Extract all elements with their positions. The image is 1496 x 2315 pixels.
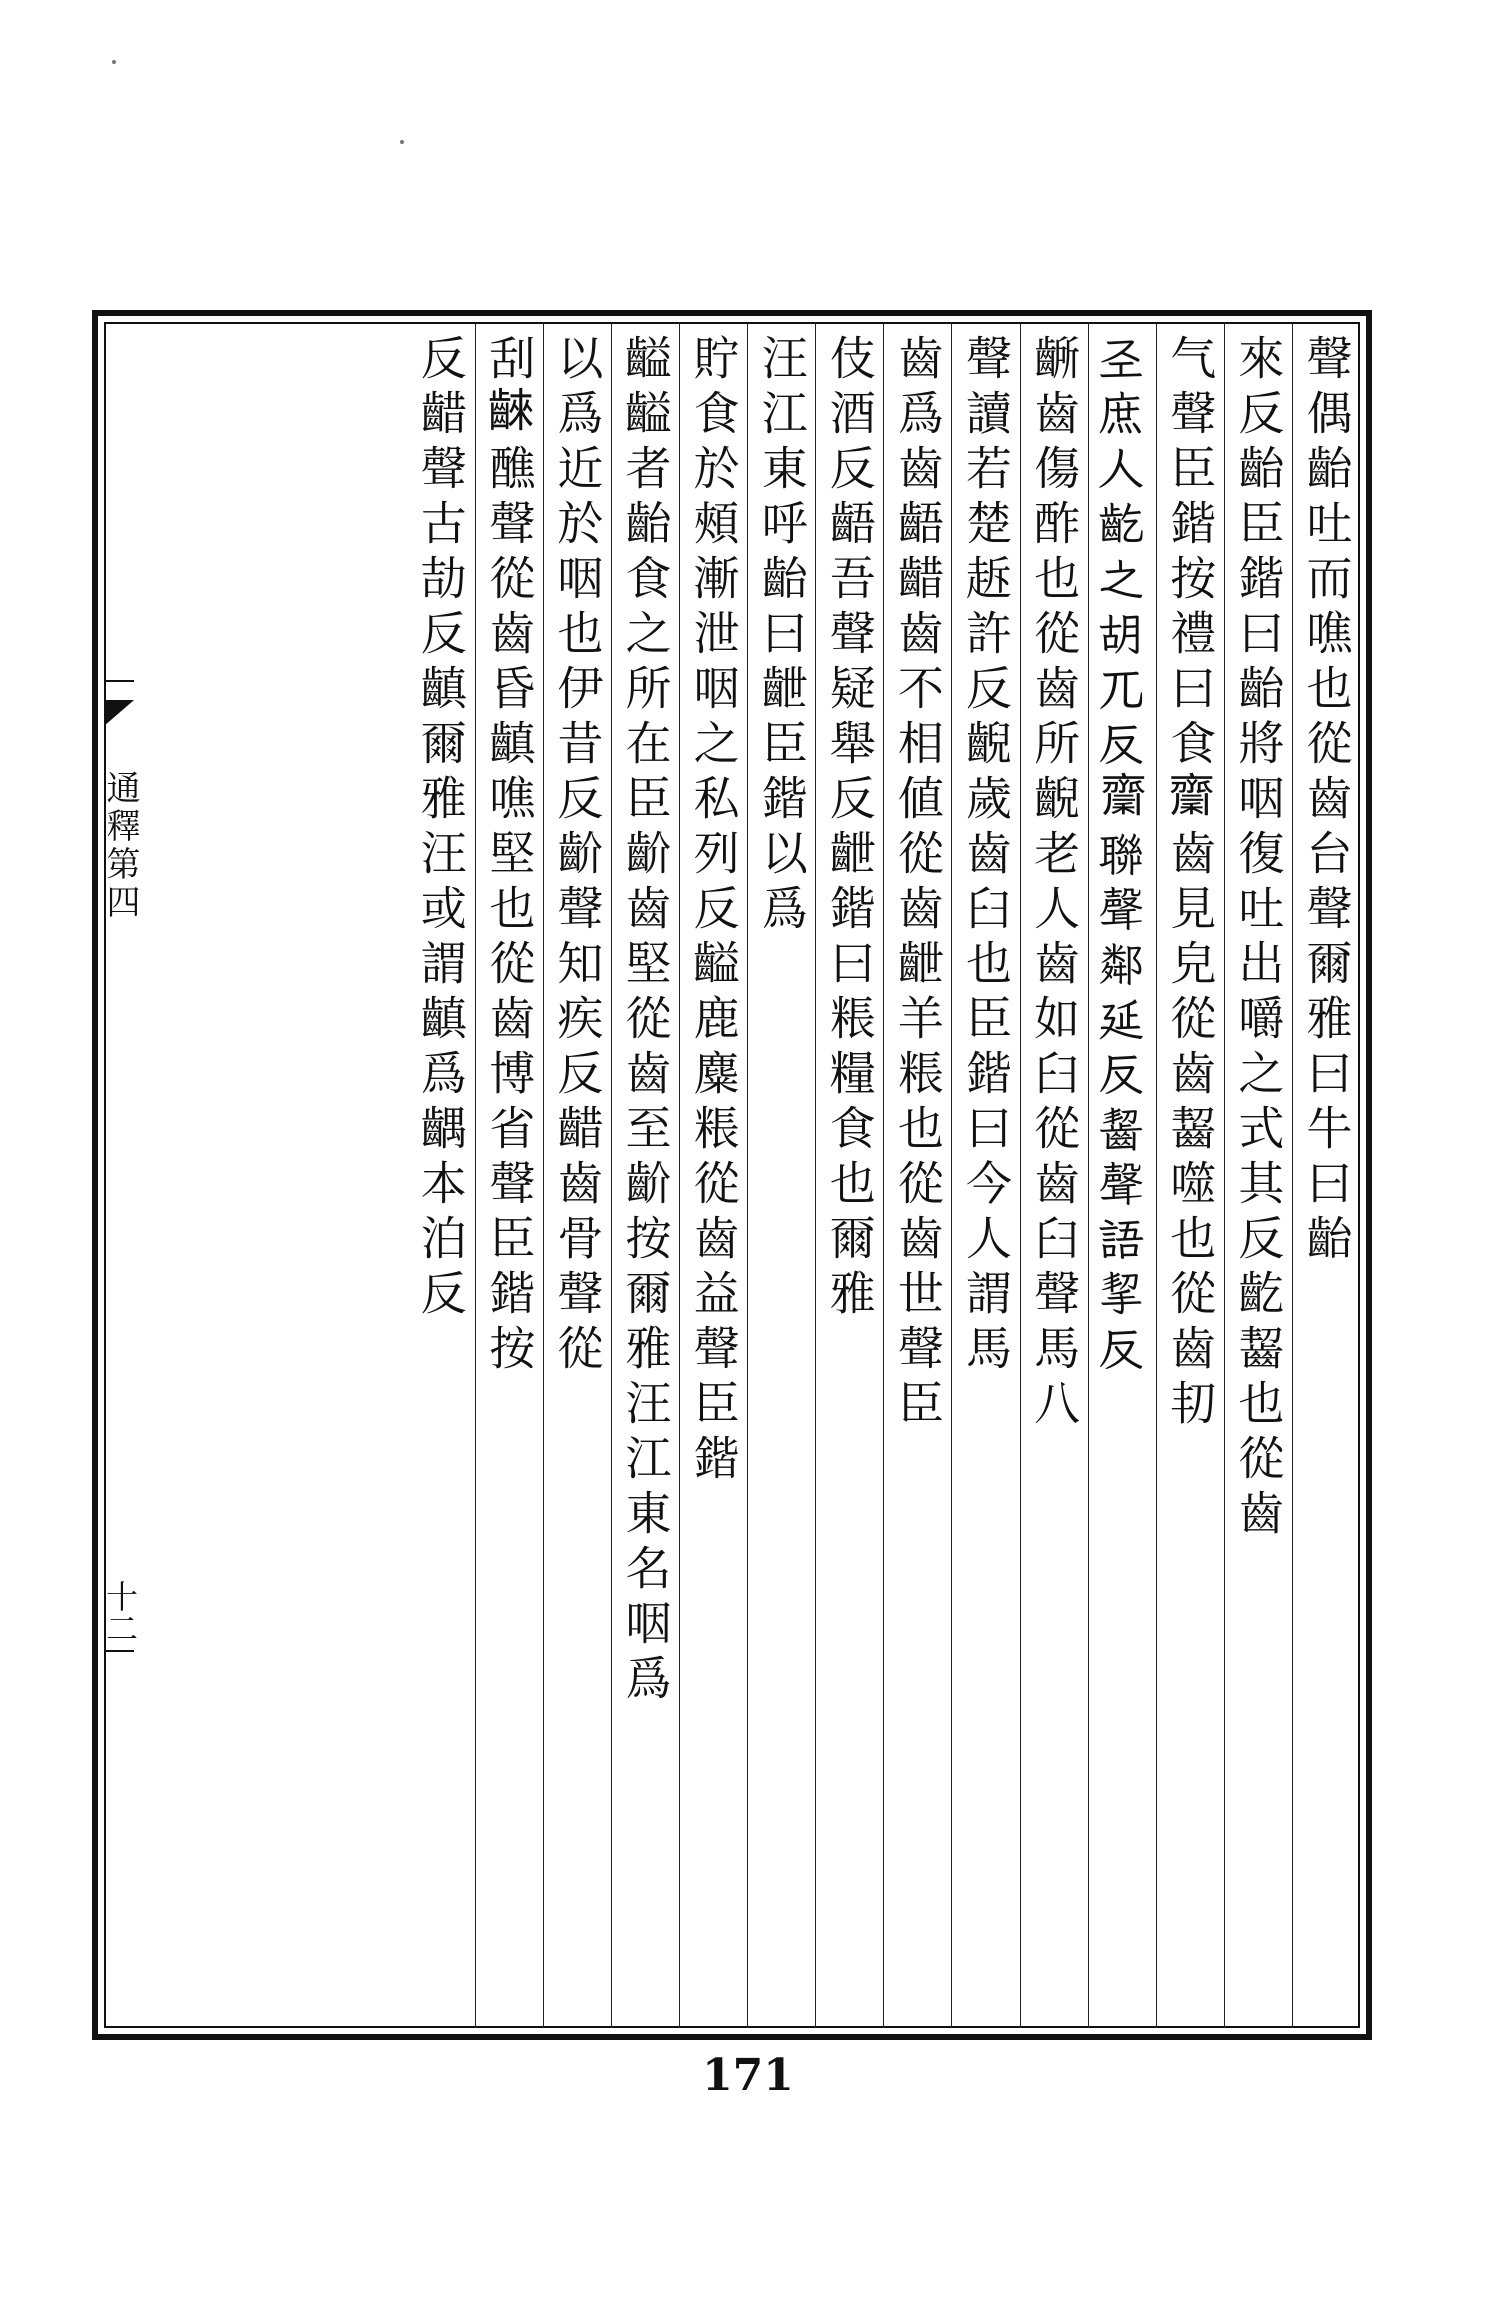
text-column: [815, 322, 883, 2028]
column-text: 聲偶齝吐而噍也從齒台聲爾雅曰牛曰齝: [1299, 334, 1354, 1269]
text-column: [951, 322, 1019, 2028]
column-text: 齭齒傷酢也從齒所齯老人齒如臼從齒臼聲馬八: [1027, 334, 1082, 1434]
scan-speck: [400, 140, 404, 144]
banxin-strip: [104, 322, 134, 2028]
text-column: [407, 322, 475, 2028]
text-column: [1088, 322, 1156, 2028]
text-column: [747, 322, 815, 2028]
text-column: [543, 322, 611, 2028]
text-column: [883, 322, 951, 2028]
text-column: [1156, 322, 1224, 2028]
page-number: 171: [702, 2050, 794, 2101]
scan-speck: [112, 60, 116, 64]
column-text: 伎酒反齬吾聲疑舉反齛鍇曰粻糧食也爾雅: [822, 334, 877, 1324]
column-text: 齒爲齒齬齰齒不相値從齒齛羊粻也從齒世聲臣: [890, 334, 945, 1434]
column-text: 來反齝臣鍇曰齝將咽復吐出嚼之式其反齕齧也從齒: [1231, 334, 1286, 1544]
column-text: 聲讀若楚䞣許反齯歲齒臼也臣鍇曰今人謂馬: [958, 334, 1013, 1379]
text-column: [475, 322, 543, 2028]
text-column: [1020, 322, 1088, 2028]
strip-rule: [104, 680, 134, 682]
column-text: 貯食於頰漸泄咽之私列反齸鹿麋粻從齒益聲臣鍇: [686, 334, 741, 1489]
column-text: 气聲臣鍇按禮曰食𪗉齒見皃從齒齧噬也從齒㓞: [1163, 334, 1218, 1434]
column-text: 𢀖庶人齕之胡兀反𪗉聯聲鄰延反齧聲語挈反: [1095, 334, 1150, 1379]
text-column: [1224, 322, 1292, 2028]
fishtail-mark: [104, 700, 134, 726]
column-text: 刮𪘨醮聲從齒昏齻噍堅也從齒博省聲臣鍇按: [482, 334, 537, 1379]
text-column: [1292, 322, 1360, 2028]
column-text: 以爲近於咽也伊昔反齘聲知疾反齰齒骨聲從: [550, 334, 605, 1379]
column-text: 齸齸者齝食之所在臣齘齒堅從齒至齘按爾雅汪江東名咽爲: [618, 334, 673, 1709]
strip-rule: [104, 1650, 134, 1652]
strip-title: 通釋第四: [100, 770, 140, 922]
column-text: 汪江東呼齝曰齛臣鍇以爲: [754, 334, 809, 939]
strip-folio: 十二: [101, 1580, 139, 1644]
text-columns: [134, 322, 1360, 2028]
column-text: 反齰聲古劼反齻爾雅汪或謂齻爲齵本泊反: [413, 334, 468, 1324]
text-column: [679, 322, 747, 2028]
text-column: [611, 322, 679, 2028]
